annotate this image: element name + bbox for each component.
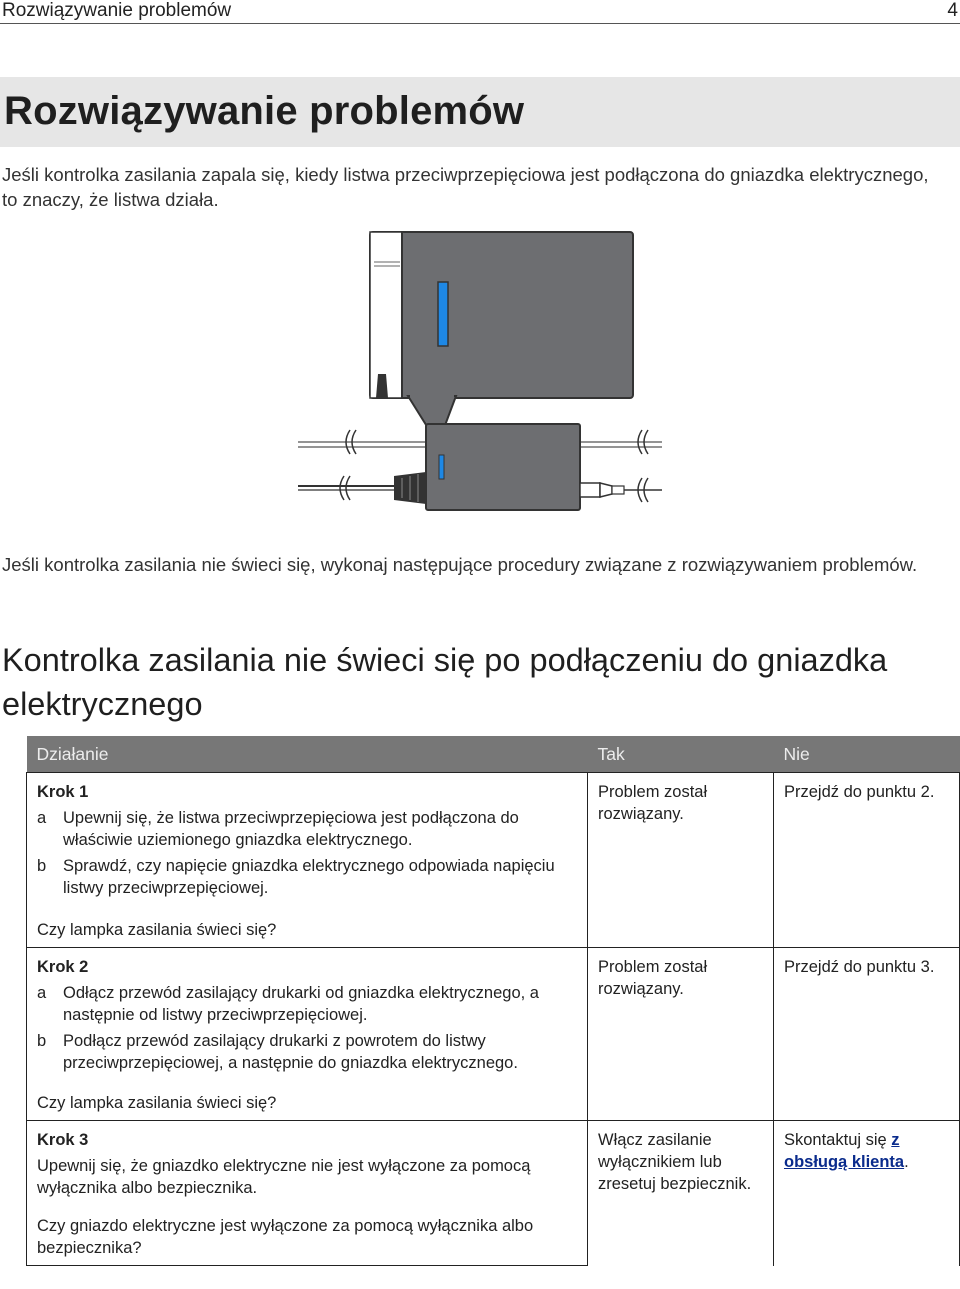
title-bar: [0, 77, 960, 147]
yes-cell: Włącz zasilanie wyłącznikiem lub zresetuj bezpiecznik.: [588, 1121, 774, 1266]
header-yes: Tak: [588, 736, 774, 773]
list-item: a Odłącz przewód zasilający drukarki od gniazdka elektrycznego, a następnie od listwy przeciwprzepięciowej.: [37, 984, 539, 1024]
list-item: b Podłącz przewód zasilający drukarki z powrotem do listwy przeciwprzepięciowej, a następnie do gniazdka elektrycznego.: [37, 1032, 518, 1072]
intro2-paragraph: Jeśli kontrolka zasilania nie świeci się, wykonaj następujące procedury związane z rozwiązywaniem problemów.: [2, 554, 918, 575]
header-action: Działanie: [27, 736, 588, 773]
step-label: Krok 1: [37, 783, 89, 801]
list-item: a Upewnij się, że listwa przeciwprzepięciowa jest podłączona do właściwie uziemionego gniazdka elektrycznego.: [37, 809, 519, 849]
list-item: b Sprawdź, czy napięcie gniazdka elektrycznego odpowiada napięciu listwy przeciwprzepięciowej.: [37, 857, 555, 897]
no-cell: Przejdź do punktu 3.: [773, 948, 959, 1121]
running-header: [0, 0, 960, 24]
yes-cell: Problem został rozwiązany.: [588, 773, 774, 948]
no-cell: Skontaktuj się z obsługą klienta.: [773, 1121, 959, 1266]
power-led-zoomed-icon: [438, 282, 448, 346]
customer-support-link[interactable]: z obsługą klienta: [783, 1131, 905, 1171]
header-no: Nie: [773, 736, 959, 773]
question-cell: Czy gniazdo elektryczne jest wyłączone za pomocą wyłącznika albo bezpiecznika?: [27, 1215, 588, 1266]
step-label: Krok 2: [37, 958, 89, 976]
table-row: [27, 948, 960, 1093]
step-text: Upewnij się, że gniazdko elektryczne nie jest wyłączone za pomocą wyłącznika albo bezpiecznika.: [37, 1157, 531, 1197]
power-led-icon: [439, 455, 444, 479]
question-cell: Czy lampka zasilania świeci się?: [27, 1092, 588, 1121]
page-title: Rozwiązywanie problemów: [4, 89, 525, 133]
action-cell: [27, 773, 588, 920]
question-cell: Czy lampka zasilania świeci się?: [27, 919, 588, 948]
step-label: Krok 3: [37, 1131, 89, 1149]
troubleshooting-table: [26, 736, 960, 1266]
action-cell: [27, 1121, 588, 1216]
table-header-row: [27, 736, 960, 773]
surge-protector-illustration: [290, 228, 670, 518]
table-row: [27, 773, 960, 920]
running-header-title: Rozwiązywanie problemów: [2, 0, 232, 21]
no-cell: Przejdź do punktu 2.: [773, 773, 959, 948]
action-cell: [27, 948, 588, 1093]
intro-paragraph: Jeśli kontrolka zasilania zapala się, kiedy listwa przeciwprzepięciowa jest podłączona do gniazdka elektrycznego, to znaczy, że listwa działa.: [2, 164, 929, 210]
page-number: 4: [947, 0, 958, 21]
yes-cell: Problem został rozwiązany.: [588, 948, 774, 1121]
table-row: [27, 1121, 960, 1216]
section-title: Kontrolka zasilania nie świeci się po podłączeniu do gniazdka elektrycznego: [2, 642, 888, 722]
